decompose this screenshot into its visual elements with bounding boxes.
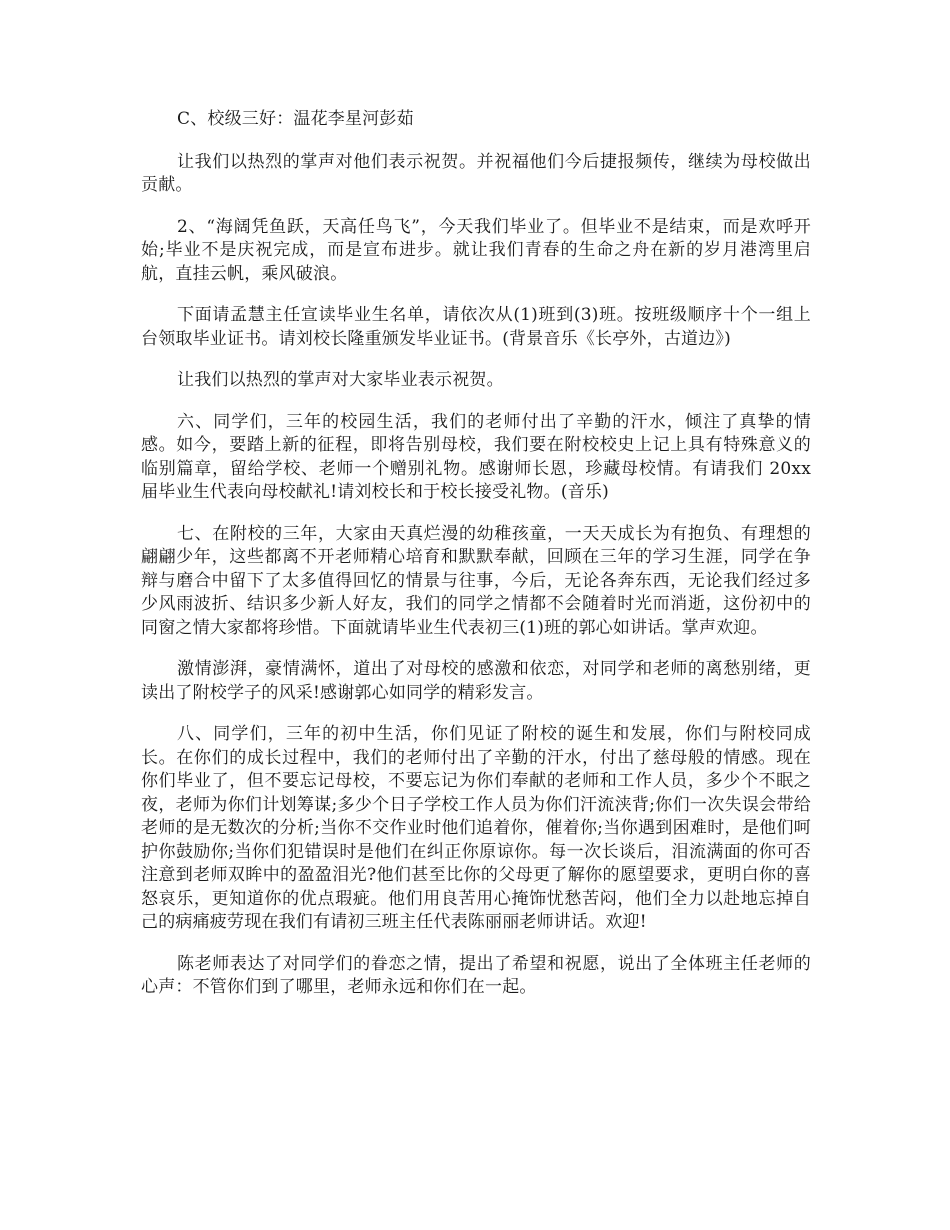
paragraph-section-six: 六、同学们，三年的校园生活，我们的老师付出了辛勤的汗水，倾注了真挚的情感。如今，要踏上新的征程，即将告别母校，我们要在附校校史上记上具有特殊意义的临别篇章，留给学校、老师一个赠别礼物。感谢师长恩，珍藏母校情。有请我们 20xx 届毕业生代表向母校献礼!请刘校长和于校长接受礼物。(音乐) <box>141 411 811 502</box>
paragraph-graduation-speech: 2、“海阔凭鱼跃，天高任鸟飞”，今天我们毕业了。但毕业不是结束，而是欢呼开始;毕业不是庆祝完成，而是宣布进步。就让我们青春的生命之舟在新的岁月港湾里启航，直挂云帆，乘风破浪。 <box>141 216 811 284</box>
paragraph-applause: 让我们以热烈的掌声对大家毕业表示祝贺。 <box>177 370 504 390</box>
paragraph-section-seven: 七、在附校的三年，大家由天真烂漫的幼稚孩童，一天天成长为有抱负、有理想的翩翩少年，这些都离不开老师精心培育和默默奉献，回顾在三年的学习生涯，同学在争辩与磨合中留下了太多值得回忆的情景与往事，今后，无论各奔东西，无论我们经过多少风雨波折、结识多少新人好友，我们的同学之情都不会随着时光而消逝，这份初中的同窗之情大家都将珍惜。下面就请毕业生代表初三(1)班的郭心如讲话。掌声欢迎。 <box>141 523 811 638</box>
paragraph-certificate-ceremony: 下面请孟慧主任宣读毕业生名单，请依次从(1)班到(3)班。按班级顺序十个一组上台领取毕业证书。请刘校长隆重颁发毕业证书。(背景音乐《长亭外，古道边》) <box>141 305 811 349</box>
document-body <box>141 108 811 1018</box>
paragraph-response: 激情澎湃，豪情满怀，道出了对母校的感激和依恋，对同学和老师的离愁别绪，更读出了附校学子的风采!感谢郭心如同学的精彩发言。 <box>141 659 811 703</box>
paragraph-award-list: C、校级三好：温花李星河彭茹 <box>177 109 414 129</box>
paragraph-teacher-closing: 陈老师表达了对同学们的眷恋之情，提出了希望和祝愿，说出了全体班主任老师的心声：不管你们到了哪里，老师永远和你们在一起。 <box>141 953 811 997</box>
paragraph-congratulations: 让我们以热烈的掌声对他们表示祝贺。并祝福他们今后捷报频传，继续为母校做出贡献。 <box>141 151 811 195</box>
paragraph-section-eight: 八、同学们，三年的初中生活，你们见证了附校的诞生和发展，你们与附校同成长。在你们的成长过程中，我们的老师付出了辛勤的汗水，付出了慈母般的情感。现在你们毕业了，但不要忘记母校，不要忘记为你们奉献的老师和工作人员，多少个不眠之夜，老师为你们计划筹谋;多少个日子学校工作人员为你们汗流浃背;你们一次失误会带给老师的是无数次的分析;当你不交作业时他们追着你，催着你;当你遇到困难时，是他们呵护你鼓励你;当你们犯错误时是他们在纠正你原谅你。每一次长谈后，泪流满面的你可否注意到老师双眸中的盈盈泪光?他们甚至比你的父母更了解你的愿望要求，更明白你的喜怒哀乐，更知道你的优点瑕疵。他们用良苦用心掩饰忧愁苦闷，他们全力以赴地忘掉自己的病痛疲劳现在我们有请初三班主任代表陈丽丽老师讲话。欢迎! <box>141 724 811 932</box>
